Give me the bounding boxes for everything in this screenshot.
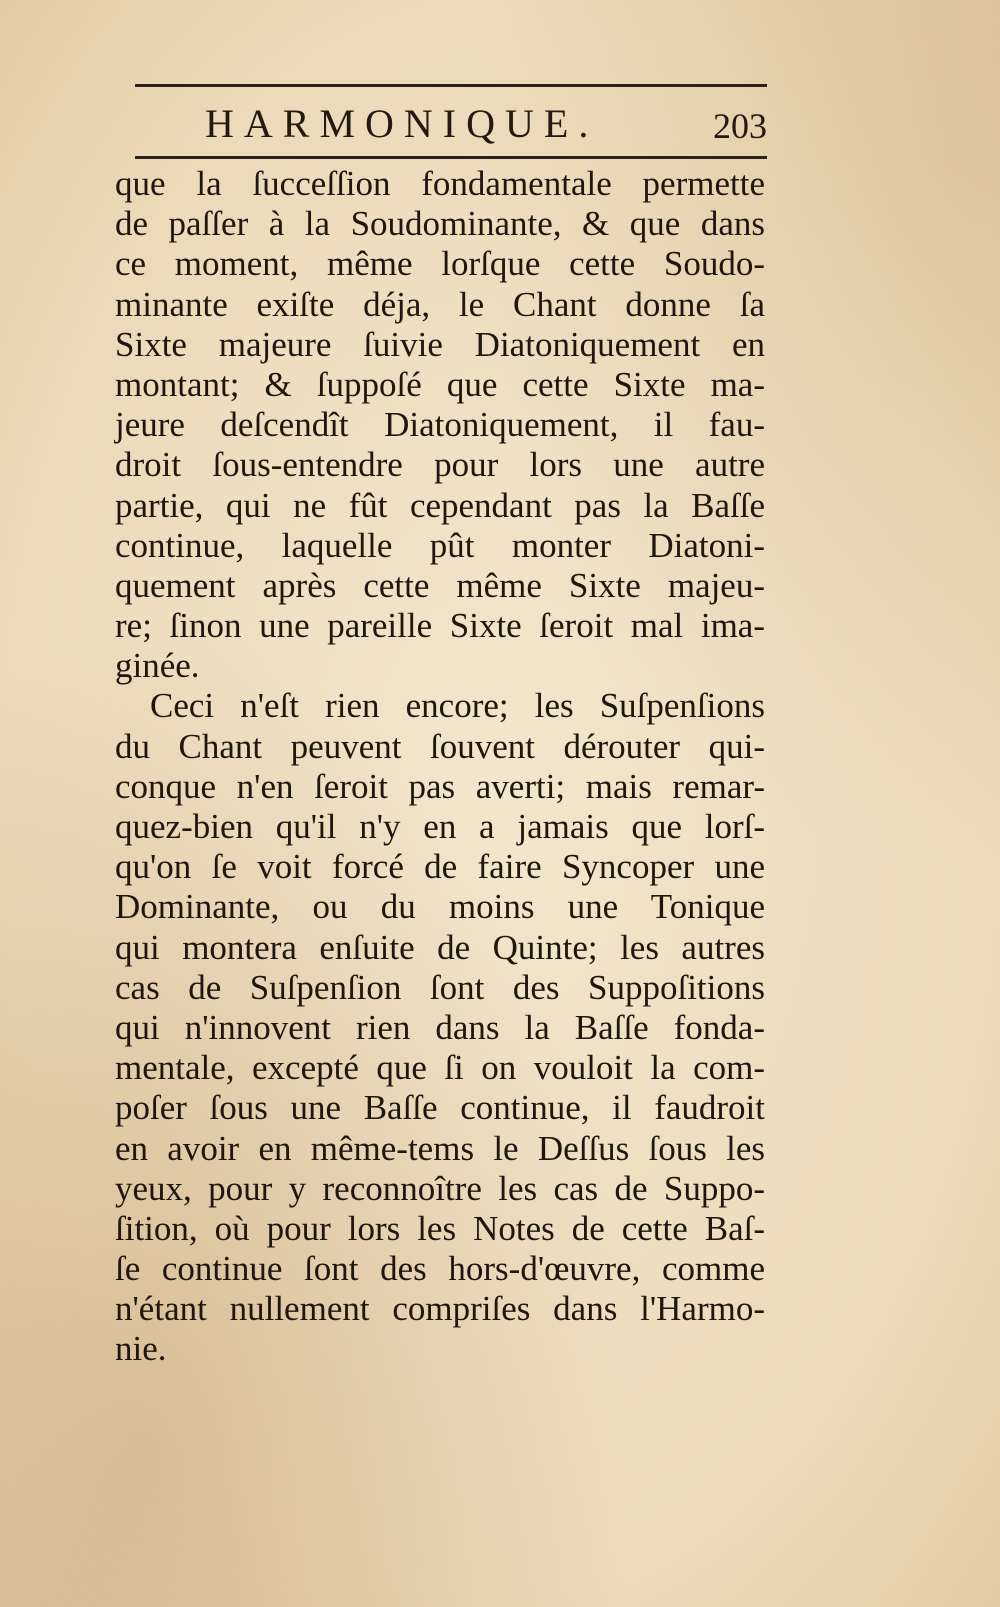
text-line: ginée. [115, 646, 200, 686]
text-line: quement après cette même Sixte majeu- [115, 565, 765, 605]
text-line: ce moment, même lorſque cette Soudo- [115, 244, 765, 284]
text-line: n'étant nullement compriſes dans l'Harmo- [115, 1289, 765, 1329]
text-line: minante exiſte déja, le Chant donne ſa [115, 284, 765, 324]
text-line: en avoir en même-tems le Deſſus ſous les [115, 1128, 765, 1168]
text-line: ſition, où pour lors les Notes de cette Baſ- [115, 1208, 765, 1248]
text-line: continue, laquelle pût monter Diatoni- [115, 525, 765, 565]
text-line: re; ſinon une pareille Sixte ſeroit mal ima- [115, 606, 765, 646]
text-line: yeux, pour y reconnoître les cas de Suppo- [115, 1168, 765, 1208]
text-line: mentale, excepté que ſi on vouloit la com- [115, 1048, 765, 1088]
text-line: Sixte majeure ſuivie Diatoniquement en [115, 324, 765, 364]
text-line: montant; & ſuppoſé que cette Sixte ma- [115, 364, 765, 404]
running-title: HARMONIQUE. [205, 101, 599, 146]
text-line: que la ſucceſſion fondamentale permette [115, 164, 765, 203]
text-line: nie. [115, 1329, 167, 1369]
text-line: poſer ſous une Baſſe continue, il faudroit [115, 1088, 765, 1128]
text-line: du Chant peuvent ſouvent dérouter qui- [115, 726, 765, 766]
running-header [135, 96, 767, 152]
text-line: Ceci n'eſt rien encore; les Suſpenſions [150, 686, 765, 726]
text-line: conque n'en ſeroit pas averti; mais remar- [115, 766, 765, 806]
text-line: qu'on ſe voit forcé de faire Syncoper une [115, 847, 765, 887]
text-line: ſe continue ſont des hors-d'œuvre, comme [115, 1249, 765, 1289]
text-line: Dominante, ou du moins une Tonique [115, 887, 765, 927]
text-line: partie, qui ne fût cependant pas la Baſſe [115, 485, 765, 525]
body-text [115, 164, 765, 1370]
text-line: qui montera enſuite de Quinte; les autres [115, 927, 765, 967]
page-number: 203 [713, 106, 767, 146]
text-line: droit ſous-entendre pour lors une autre [115, 445, 765, 485]
text-line: qui n'innovent rien dans la Baſſe fonda- [115, 1007, 765, 1047]
text-line: jeure deſcendît Diatoniquement, il fau- [115, 405, 765, 445]
text-line: cas de Suſpenſion ſont des Suppoſitions [115, 967, 765, 1007]
header-bottom-rule [135, 156, 767, 159]
text-line: de paſſer à la Soudominante, & que dans [115, 204, 765, 244]
header-top-rule [135, 84, 767, 87]
text-line: quez-bien qu'il n'y en a jamais que lorſ- [115, 807, 765, 846]
